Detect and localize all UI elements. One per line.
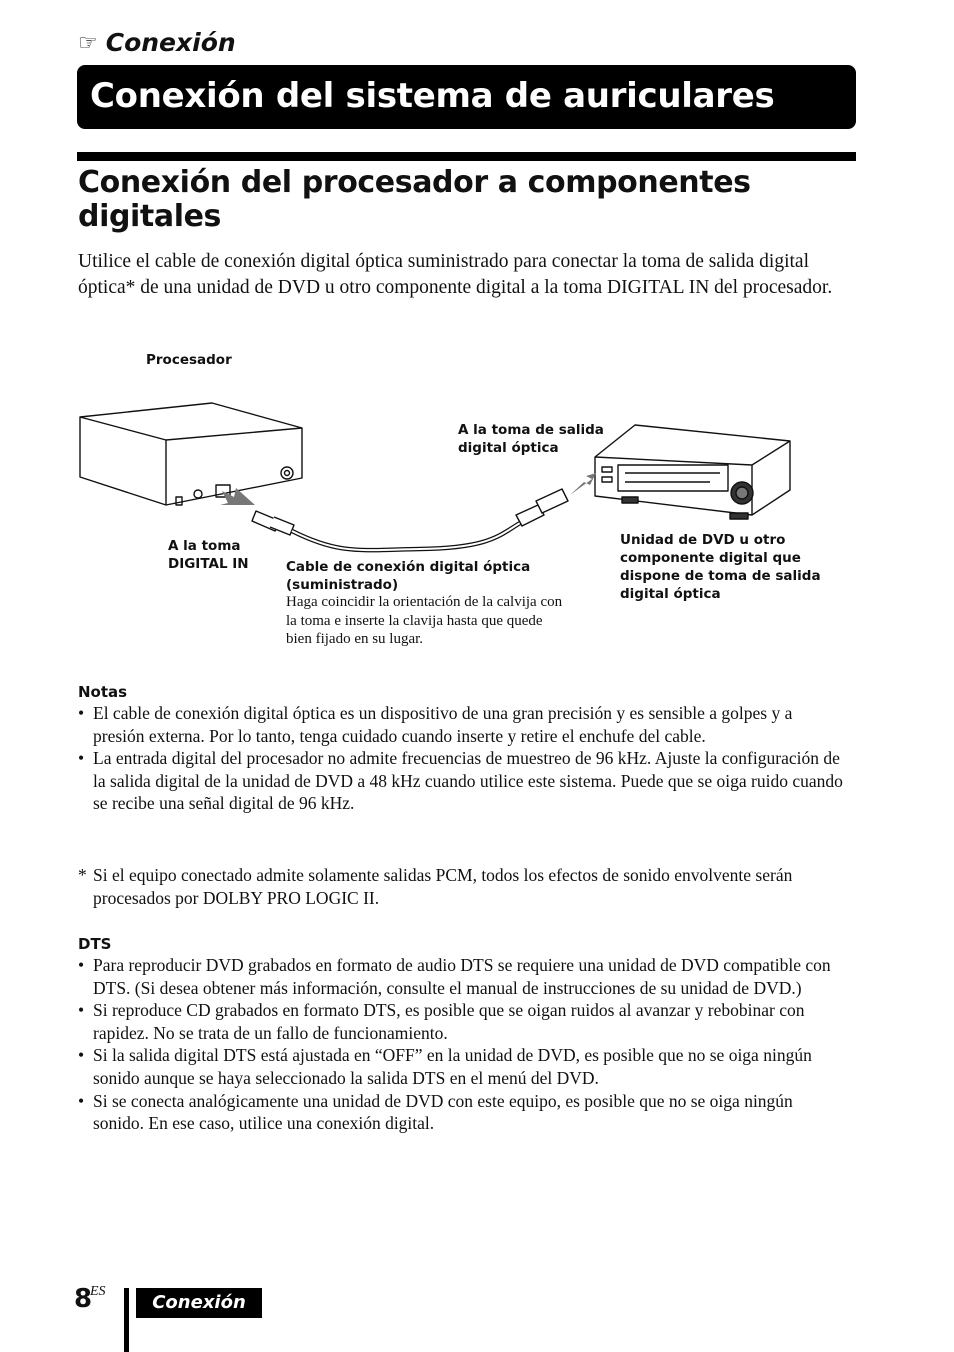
- footnote: [78, 864, 848, 909]
- page-title: Conexión del sistema de auriculares: [77, 65, 856, 129]
- dvd-unit-label: Unidad de DVD u otro componente digital que dispone de toma de salida digital óptica: [620, 532, 821, 602]
- footer-section-tab: Conexión: [136, 1288, 262, 1318]
- footer-bar: [124, 1288, 129, 1352]
- dts-section: [78, 934, 848, 1135]
- arrow-to-optical-output: [570, 473, 596, 495]
- footnote-mark: *: [78, 865, 87, 885]
- list-item: • La entrada digital del procesador no admite frecuencias de muestreo de 96 kHz. Ajuste la configuración de la salida digital de la unidad de DVD a 48 kHz cuando utilice este sistema. Puede que se oiga ruido cuando se recibe una señal digital de 96 kHz.: [78, 747, 848, 815]
- cable-label: Cable de conexión digital óptica (suministrado): [286, 559, 531, 593]
- list-item: • El cable de conexión digital óptica es un dispositivo de una gran precisión y es sensible a golpes y a presión externa. Por lo tanto, tenga cuidado cuando inserte y retire el enchufe del cable.: [78, 702, 848, 747]
- processor-unit: [80, 403, 302, 505]
- list-item: • Si la salida digital DTS está ajustada en “OFF” en la unidad de DVD, es posible que no se oiga ningún sonido aunque se haya seleccionado la salida DTS en el menú del DVD.: [78, 1044, 848, 1089]
- list-item: • Para reproducir DVD grabados en formato de audio DTS se requiere una unidad de DVD compatible con DTS. (Si desea obtener más información, consulte el manual de instrucciones de su unidad de DVD.): [78, 954, 848, 999]
- digital-in-label: A la toma DIGITAL IN: [168, 538, 249, 572]
- intro-paragraph: Utilice el cable de conexión digital óptica suministrado para conectar la toma de salida digital óptica* de una unidad de DVD u otro componente digital a la toma DIGITAL IN del procesador.: [78, 251, 833, 298]
- footnote-text: Si el equipo conectado admite solamente salidas PCM, todos los efectos de sonido envolvente serán procesados por DOLBY PRO LOGIC II.: [93, 865, 793, 908]
- list-item: • Si se conecta analógicamente una unidad de DVD con este equipo, es posible que no se oiga ningún sonido. En ese caso, utilice una conexión digital.: [78, 1090, 848, 1135]
- optical-cable: [292, 523, 520, 550]
- connection-diagram: [70, 345, 830, 665]
- title-rule: [77, 152, 856, 161]
- notes-heading: Notas: [78, 683, 128, 701]
- cable-instruction: Haga coincidir la orientación de la calvija con la toma e inserte la clavija hasta que quede bien fijado en su lugar.: [286, 594, 563, 647]
- page-language-suffix: ES: [90, 1284, 106, 1299]
- section-header: [78, 28, 236, 57]
- dts-heading: DTS: [78, 935, 112, 953]
- processor-label: Procesador: [146, 352, 232, 368]
- optical-output-label: A la toma de salida digital óptica: [458, 422, 604, 456]
- list-item: • Si reproduce CD grabados en formato DTS, es posible que se oigan ruidos al avanzar y rebobinar con rapidez. No se trata de un fallo de funcionamiento.: [78, 999, 848, 1044]
- notes-list: [78, 702, 848, 815]
- notes-section: [78, 682, 848, 815]
- dts-list: [78, 954, 848, 1135]
- page-number: 8: [74, 1284, 93, 1314]
- section-label: Conexión: [105, 28, 236, 57]
- section-subtitle: Conexión del procesador a componentes digitales: [78, 165, 751, 234]
- pointing-hand-icon: ☞: [78, 29, 98, 55]
